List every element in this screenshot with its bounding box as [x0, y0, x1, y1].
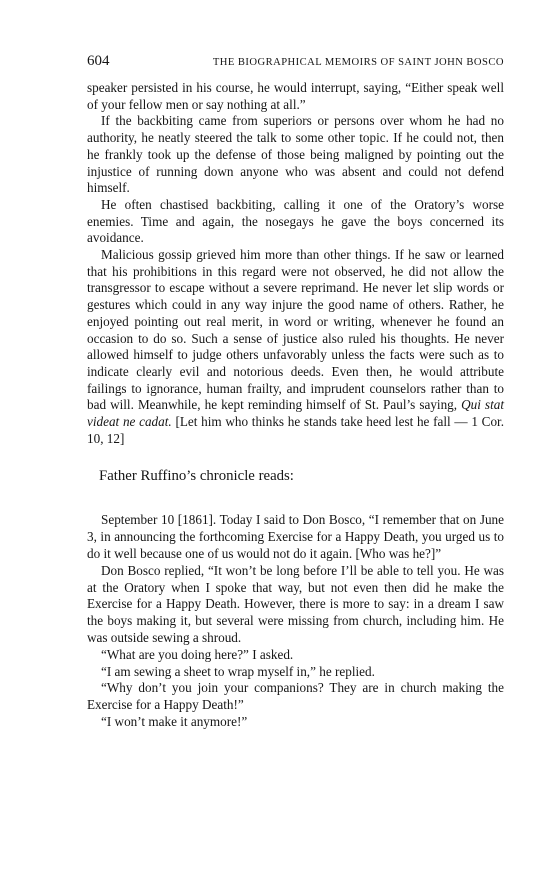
chronicle-paragraph: September 10 [1861]. Today I said to Don Bosco, “I remember that on June 3, in announcing the forthcoming Exercise for a Happy Death, you urged us to do it well because one of us would not do it again. [Who was he?]”: [87, 512, 504, 562]
chronicle-paragraph: “What are you doing here?” I asked.: [101, 646, 294, 662]
scripture-translation: [Let him who thinks he stands take heed lest he fall — 1 Cor. 10, 12]: [87, 414, 505, 446]
running-head: THE BIOGRAPHICAL MEMOIRS OF SAINT JOHN BOSCO: [212, 57, 504, 68]
chronicle-paragraph: Don Bosco replied, “It won’t be long before I’ll be able to tell you. He was at the Oratory when I spoke that way, but not even then did he make the Exercise for a Happy Death. However, there is more to say: in a dream I saw the boys making it, but several were missing from church, including him. He was outside sewing a shroud.: [87, 562, 504, 646]
gossip-text: Malicious gossip grieved him more than other things. If he saw or learned that his prohibitions in this regard were not observed, he did not allow the transgressor to escape without a severe reprimand. He never let slip words or gestures which could in any way injure the good name of others. Rather, he enjoyed pointing out real merit, in word or writing, whenever he found an occasion to do so. Such a sense of justice also ruled his thoughts. He never allowed himself to judge others unfavorably unless the facts were such as to indicate clearly evil and notorious deeds. Even then, he would attribute failings to ignorance, human frailty, and imprudent counselors rather than to bad will. Meanwhile, he kept reminding himself of St. Paul’s saying,: [87, 247, 504, 413]
page-number: 604: [87, 53, 110, 69]
paragraph-backbiting-superiors: If the backbiting came from superiors or persons over whom he had no authority, he neatly steered the talk to some other topic. If he could not, then he frankly took up the defense of those being maligned by pointing out the injustice of running down anyone who was absent and could not defend himself.: [87, 113, 504, 196]
body-text: [87, 80, 504, 447]
book-page: [87, 52, 504, 731]
chronicle-excerpt: [87, 512, 504, 730]
page-header: [87, 52, 504, 72]
chronicle-paragraph: “I won’t make it anymore!”: [101, 714, 248, 730]
chronicle-paragraph: “Why don’t you join your companions? They are in church making the Exercise for a Happy Death!”: [87, 680, 504, 713]
latin-quote: Qui stat videat ne cadat.: [87, 397, 504, 430]
paragraph-malicious-gossip: [87, 247, 504, 447]
section-heading: Father Ruffino’s chronicle reads:: [99, 468, 294, 485]
chronicle-paragraph: “I am sewing a sheet to wrap myself in,” he replied.: [101, 663, 375, 679]
paragraph-backbiting-enemies: He often chastised backbiting, calling it one of the Oratory’s worse enemies. Time and again, the nosegays he gave the boys concerned its avoidance.: [87, 196, 504, 246]
paragraph-continued: speaker persisted in his course, he would interrupt, saying, “Either speak well of your fellow men or say nothing at all.”: [87, 80, 504, 112]
